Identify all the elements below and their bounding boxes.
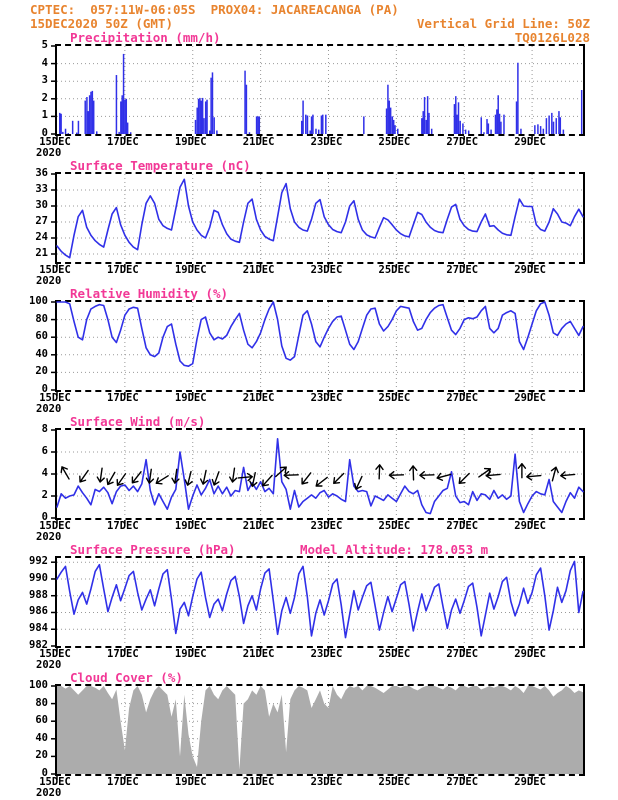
x-tick-label: 19DEC (174, 136, 207, 148)
header-grid-line-label: Vertical Grid Line: 50Z (416, 16, 590, 31)
plot-area (55, 556, 585, 648)
wind-direction-arrow (457, 471, 472, 486)
y-tick-label: 36 (35, 167, 48, 179)
precip-chart-svg (57, 46, 583, 134)
y-tick-label: 100 (29, 295, 48, 307)
x-tick-label: 27DEC (446, 136, 479, 148)
x-tick-label: 17DEC (107, 520, 139, 532)
wind-direction-arrow (154, 473, 170, 486)
x-tick-label: 17DEC (107, 136, 139, 148)
x-tick-label: 29DEC (514, 520, 546, 532)
panel-humidity (0, 286, 618, 414)
plot-area (55, 428, 585, 520)
panel-title: Surface Pressure (hPa) (70, 542, 236, 557)
x-tick-label: 27DEC (446, 520, 479, 532)
x-tick-label: 19DEC (174, 520, 207, 532)
x-axis-labels (0, 392, 618, 414)
y-tick-label: 990 (29, 571, 48, 584)
x-tick-label: 19DEC (174, 776, 207, 788)
wind-direction-arrow (486, 471, 501, 479)
x-tick-label: 19DEC (174, 392, 207, 404)
wind-direction-arrow (284, 471, 298, 478)
pressure-chart-svg (57, 558, 583, 646)
y-tick-label: 3 (41, 74, 48, 87)
y-tick-label: 4 (41, 56, 48, 69)
y-tick-label: 0 (41, 511, 48, 523)
x-tick-label: 29DEC (514, 264, 546, 276)
x-tick-label: 19DEC (174, 648, 207, 660)
plot-row (0, 167, 618, 264)
panel-temperature (0, 158, 618, 286)
panel-title: Surface Temperature (nC) (70, 158, 251, 173)
x-axis-labels (0, 520, 618, 542)
y-tick-label: 8 (41, 423, 48, 435)
x-tick-label: 17DEC (107, 648, 139, 660)
x-tick-label: 27DEC (446, 392, 479, 404)
x-tick-label: 23DEC (310, 520, 343, 532)
x-tick-label: 17DEC (107, 776, 139, 788)
y-tick-label: 80 (35, 312, 48, 325)
y-tick-label: 27 (35, 215, 48, 227)
y-tick-label: 0 (41, 127, 48, 139)
y-tick-label: 80 (35, 696, 48, 709)
x-tick-label: 29DEC (514, 392, 546, 404)
y-tick-label: 60 (35, 714, 48, 727)
x-tick-label: 15DEC (39, 648, 71, 660)
x-axis-year-label: 2020 (36, 660, 62, 668)
x-tick-label: 17DEC (107, 264, 139, 276)
y-tick-label: 24 (35, 231, 48, 243)
y-tick-label: 33 (35, 183, 48, 195)
wind-direction-arrow (105, 471, 118, 487)
wind-direction-arrow (518, 464, 525, 478)
x-tick-label: 15DEC (39, 776, 71, 788)
x-tick-label: 23DEC (310, 392, 343, 404)
wind-direction-arrow (59, 465, 72, 481)
panel-title: Surface Wind (m/s) (70, 414, 206, 429)
plot-row (0, 679, 618, 779)
y-tick-label: 986 (29, 605, 48, 618)
wind-direction-arrow (331, 471, 346, 486)
wind-chart-svg (57, 430, 583, 518)
panel-pressure (0, 542, 618, 670)
x-tick-label: 21DEC (242, 776, 275, 788)
panel-cloud-cover (0, 670, 618, 798)
x-tick-label: 21DEC (242, 136, 275, 148)
wind-direction-arrow (229, 468, 238, 483)
wind-direction-arrow (211, 471, 222, 487)
wind-direction-arrow (314, 475, 329, 489)
x-tick-label: 27DEC (446, 648, 479, 660)
header-station-line: CPTEC: 057:11W-06:05S PROX04: JACAREACANGA (PA) (30, 2, 399, 17)
panel-title-row (0, 542, 618, 556)
wind-direction-arrow (97, 468, 106, 483)
model-altitude-label: Model Altitude: 178.053 m (300, 542, 489, 557)
wind-direction-arrow (389, 471, 403, 478)
x-tick-label: 23DEC (310, 776, 343, 788)
x-tick-label: 15DEC (39, 392, 71, 404)
x-tick-label: 25DEC (378, 136, 411, 148)
plot-area (55, 172, 585, 264)
temp-chart-svg (57, 174, 583, 262)
wind-direction-arrow (560, 471, 575, 479)
wind-direction-arrow (299, 471, 313, 486)
panel-precipitation (0, 30, 618, 158)
x-axis-labels (0, 136, 618, 158)
wind-direction-arrow (527, 472, 542, 480)
x-tick-label: 25DEC (378, 264, 411, 276)
cloud-chart-svg (57, 686, 583, 774)
y-tick-label: 0 (41, 383, 48, 395)
x-tick-label: 21DEC (242, 392, 275, 404)
x-tick-label: 23DEC (310, 136, 343, 148)
wind-direction-arrow (376, 465, 383, 479)
panel-title-row (0, 670, 618, 684)
panel-title: Relative Humidity (%) (70, 286, 229, 301)
x-tick-label: 29DEC (514, 648, 546, 660)
y-tick-label: 6 (41, 445, 48, 457)
x-tick-label: 25DEC (378, 392, 411, 404)
x-tick-label: 29DEC (514, 776, 546, 788)
y-tick-label: 0 (41, 767, 48, 779)
y-tick-label: 30 (35, 199, 48, 211)
header-run-date: 15DEC2020 50Z (GMT) (30, 16, 173, 31)
y-tick-label: 20 (35, 365, 48, 378)
x-tick-label: 29DEC (514, 136, 546, 148)
panel-title-row (0, 158, 618, 172)
x-tick-label: 21DEC (242, 520, 275, 532)
y-tick-label: 988 (29, 588, 48, 601)
rh-chart-svg (57, 302, 583, 390)
y-tick-label: 2 (41, 91, 48, 104)
panel-title: Cloud Cover (%) (70, 670, 183, 685)
y-tick-label: 100 (29, 679, 48, 691)
x-axis-year-label: 2020 (36, 276, 62, 284)
x-axis-labels (0, 264, 618, 286)
x-tick-label: 23DEC (310, 264, 343, 276)
x-tick-label: 25DEC (378, 776, 411, 788)
x-tick-label: 21DEC (242, 648, 275, 660)
x-tick-label: 27DEC (446, 776, 479, 788)
y-tick-label: 21 (35, 247, 48, 259)
x-tick-label: 25DEC (378, 520, 411, 532)
panel-title-row (0, 30, 618, 44)
y-tick-label: 4 (41, 467, 48, 479)
wind-direction-arrow (260, 473, 275, 488)
y-tick-label: 992 (29, 555, 48, 568)
x-axis-labels (0, 776, 618, 798)
plot-row (0, 555, 618, 651)
plot-row (0, 295, 618, 395)
x-tick-label: 23DEC (310, 648, 343, 660)
plot-area (55, 684, 585, 776)
x-axis-year-label: 2020 (36, 148, 62, 156)
wind-direction-arrow (410, 466, 417, 480)
x-axis-labels (0, 648, 618, 670)
x-tick-label: 19DEC (174, 264, 207, 276)
x-axis-year-label: 2020 (36, 404, 62, 412)
chart-code: TQ0126L028 (514, 30, 590, 45)
plot-area (55, 300, 585, 392)
y-tick-label: 1 (41, 109, 48, 122)
panel-wind (0, 414, 618, 542)
y-tick-label: 5 (41, 39, 48, 51)
wind-direction-arrow (77, 468, 91, 483)
plot-row (0, 39, 618, 139)
plot-row (0, 423, 618, 523)
y-tick-label: 2 (41, 489, 48, 501)
y-tick-label: 20 (35, 749, 48, 762)
y-tick-label: 984 (29, 622, 48, 635)
panel-title: Precipitation (mm/h) (70, 30, 221, 45)
panel-title-row (0, 286, 618, 300)
x-tick-label: 25DEC (378, 648, 411, 660)
wind-direction-arrow (171, 469, 180, 484)
y-tick-label: 40 (35, 731, 48, 744)
x-tick-label: 17DEC (107, 392, 139, 404)
y-tick-label: 40 (35, 347, 48, 360)
x-axis-year-label: 2020 (36, 532, 62, 540)
x-axis-year-label: 2020 (36, 788, 62, 796)
plot-area (55, 44, 585, 136)
x-tick-label: 15DEC (39, 136, 71, 148)
x-tick-label: 21DEC (242, 264, 275, 276)
panel-stack (0, 30, 618, 798)
x-tick-label: 15DEC (39, 264, 71, 276)
wind-direction-arrow (420, 471, 434, 478)
x-tick-label: 15DEC (39, 520, 71, 532)
y-tick-label: 982 (29, 639, 48, 651)
panel-title-row (0, 414, 618, 428)
y-tick-label: 60 (35, 330, 48, 343)
x-tick-label: 27DEC (446, 264, 479, 276)
